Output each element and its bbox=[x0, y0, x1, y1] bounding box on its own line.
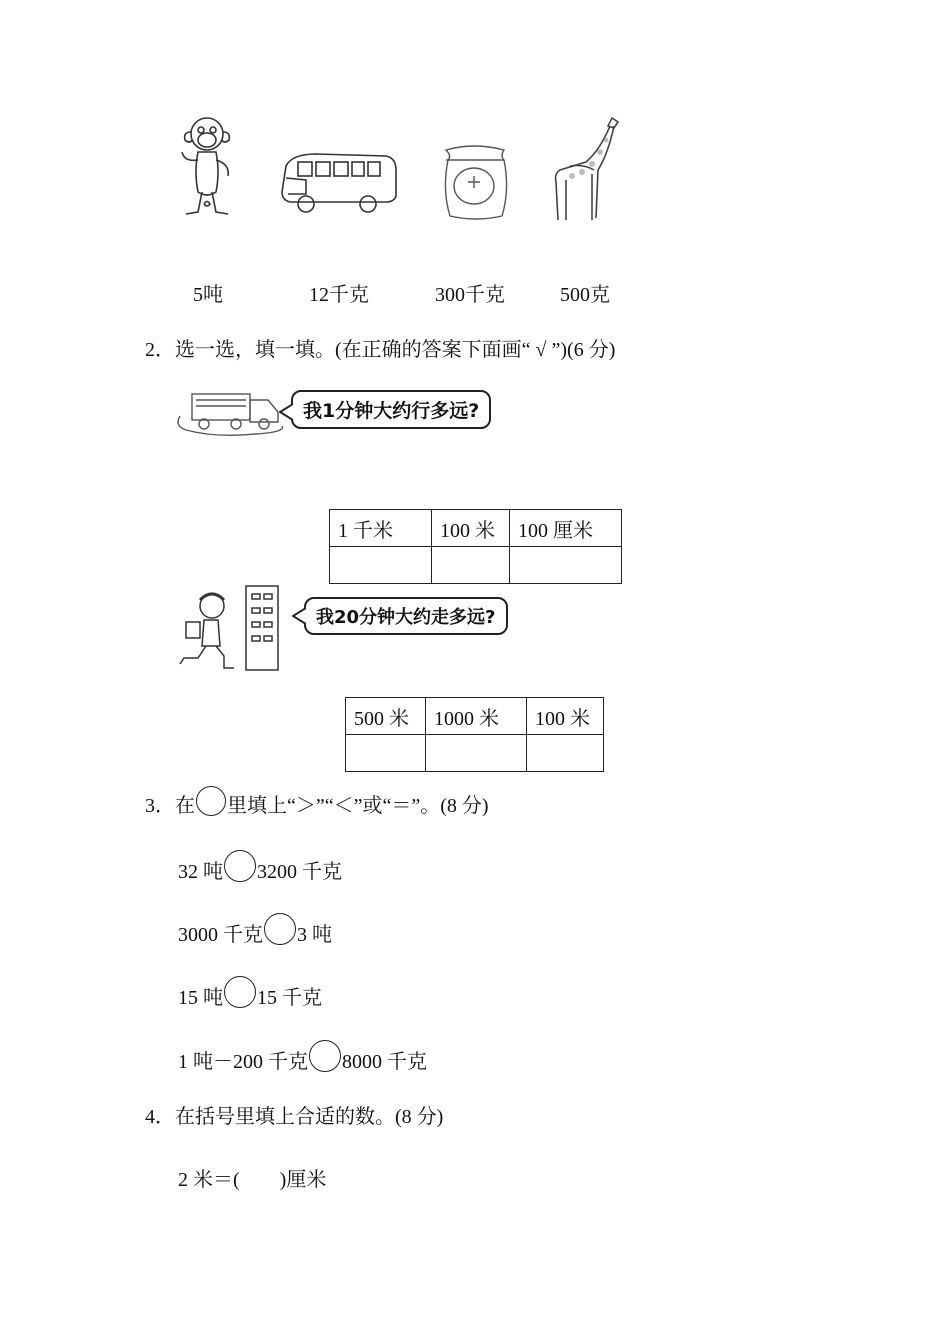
bag-icon bbox=[434, 142, 516, 222]
option-cell: 1000 米 bbox=[426, 698, 527, 735]
option-cell: 1 千米 bbox=[330, 510, 432, 547]
answer-table-2 bbox=[345, 697, 604, 772]
compare-circle[interactable] bbox=[224, 850, 256, 882]
monkey-icon bbox=[176, 112, 238, 222]
compare-row-4 bbox=[178, 1040, 427, 1074]
student-question: 我20分钟大约走多远? bbox=[316, 607, 496, 628]
compare-right: 15 千克 bbox=[257, 987, 322, 1009]
bus-image bbox=[280, 148, 400, 218]
answer-cell[interactable] bbox=[426, 735, 527, 772]
answer-table-1 bbox=[329, 509, 622, 584]
answer-cell[interactable] bbox=[346, 735, 426, 772]
compare-left: 32 吨 bbox=[178, 861, 223, 883]
compare-left: 15 吨 bbox=[178, 987, 223, 1009]
student-image bbox=[176, 584, 291, 672]
compare-row-3 bbox=[178, 976, 322, 1010]
compare-row-1 bbox=[178, 850, 342, 884]
option-cell: 500 米 bbox=[346, 698, 426, 735]
truck-image bbox=[176, 386, 288, 440]
answer-cell[interactable] bbox=[432, 547, 510, 584]
circle-symbol bbox=[196, 786, 226, 816]
compare-right: 3 吨 bbox=[297, 924, 332, 946]
answer-cell[interactable] bbox=[330, 547, 432, 584]
fill-item-1[interactable]: 2 米＝( )厘米 bbox=[178, 1169, 327, 1191]
compare-circle[interactable] bbox=[224, 976, 256, 1008]
compare-circle[interactable] bbox=[309, 1040, 341, 1072]
compare-circle[interactable] bbox=[264, 913, 296, 945]
student-icon bbox=[176, 584, 291, 672]
monkey-image bbox=[176, 112, 238, 222]
option-cell: 100 厘米 bbox=[510, 510, 622, 547]
student-bubble-tail bbox=[292, 606, 306, 626]
compare-row-2 bbox=[178, 913, 332, 947]
option-cell: 100 米 bbox=[432, 510, 510, 547]
bag-image bbox=[434, 142, 516, 222]
q2-title: 2．选一选，填一填。(在正确的答案下面画“ √ ”)(6 分) bbox=[145, 339, 616, 361]
truck-icon bbox=[176, 386, 288, 440]
label-giraffe: 500克 bbox=[560, 284, 610, 306]
student-speech-bubble bbox=[304, 597, 508, 635]
compare-right: 8000 千克 bbox=[342, 1051, 427, 1073]
q3-title-prefix: 3．在 bbox=[145, 795, 195, 817]
q3-title bbox=[145, 786, 489, 818]
label-bag: 300千克 bbox=[435, 284, 505, 306]
option-cell: 100 米 bbox=[527, 698, 604, 735]
compare-left: 1 吨－200 千克 bbox=[178, 1051, 308, 1073]
q4-title: 4．在括号里填上合适的数。(8 分) bbox=[145, 1106, 444, 1128]
truck-bubble-tail bbox=[279, 402, 293, 422]
compare-left: 3000 千克 bbox=[178, 924, 263, 946]
answer-cell[interactable] bbox=[527, 735, 604, 772]
bus-icon bbox=[280, 148, 400, 218]
q3-title-suffix: 里填上“＞”“＜”或“＝”。(8 分) bbox=[227, 795, 489, 817]
giraffe-image bbox=[552, 112, 628, 222]
label-bus: 12千克 bbox=[309, 284, 369, 306]
giraffe-icon bbox=[552, 112, 628, 222]
answer-cell[interactable] bbox=[510, 547, 622, 584]
truck-question: 我1分钟大约行多远? bbox=[303, 400, 480, 422]
label-monkey: 5吨 bbox=[193, 284, 223, 306]
truck-speech-bubble bbox=[291, 390, 491, 429]
compare-right: 3200 千克 bbox=[257, 861, 342, 883]
